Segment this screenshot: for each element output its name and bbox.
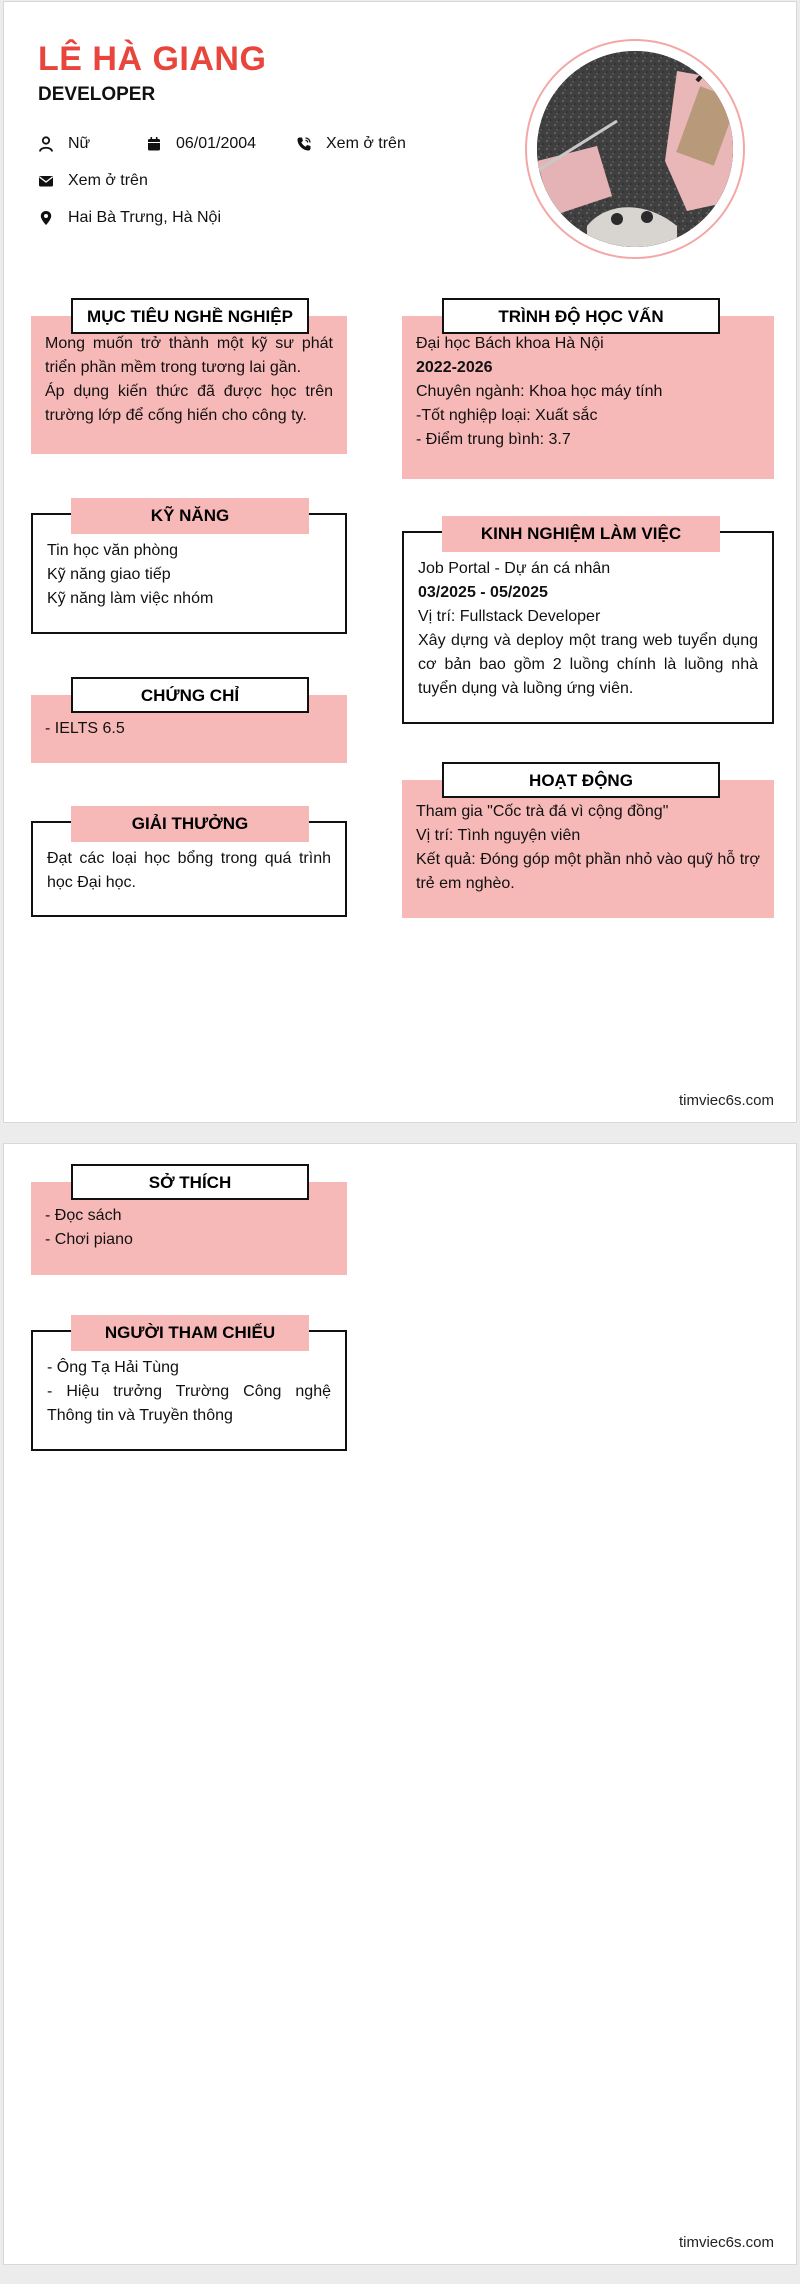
calendar-icon xyxy=(146,136,162,152)
cv-page-1 xyxy=(3,1,797,1123)
candidate-name: LÊ HÀ GIANG xyxy=(38,40,267,78)
dob-info xyxy=(146,135,256,153)
hobby-item: - Đọc sách xyxy=(45,1207,122,1224)
certificates-title: CHỨNG CHỈ xyxy=(71,677,309,713)
activities-event: Tham gia "Cốc trà đá vì cộng đồng" xyxy=(416,803,669,820)
hobby-item: - Chơi piano xyxy=(45,1231,133,1248)
section-awards xyxy=(31,806,347,917)
avatar xyxy=(537,51,733,247)
education-gpa: - Điểm trung bình: 3.7 xyxy=(416,431,571,448)
awards-text: Đạt các loại học bổng trong quá trình học Đại học. xyxy=(47,850,331,891)
experience-title: KINH NGHIỆM LÀM VIỆC xyxy=(442,516,720,552)
education-grade: -Tốt nghiệp loại: Xuất sắc xyxy=(416,407,598,424)
section-certificates xyxy=(31,677,347,763)
objective-title: MỤC TIÊU NGHỀ NGHIỆP xyxy=(71,298,309,334)
email-info xyxy=(38,172,148,190)
references-title: NGƯỜI THAM CHIẾU xyxy=(71,1315,309,1351)
candidate-role: DEVELOPER xyxy=(38,84,156,105)
experience-position: Vị trí: Fullstack Developer xyxy=(418,608,601,625)
objective-line-2: Áp dụng kiến thức đã được học trên trường lớp để cống hiến cho công ty. xyxy=(45,383,333,424)
certificate-item: - IELTS 6.5 xyxy=(45,720,125,737)
section-education xyxy=(402,298,774,479)
section-hobbies xyxy=(31,1164,347,1275)
skill-item: Kỹ năng làm việc nhóm xyxy=(47,590,214,607)
gender-value: Nữ xyxy=(68,135,91,152)
section-experience xyxy=(402,516,774,724)
education-body xyxy=(402,316,774,479)
address-value: Hai Bà Trưng, Hà Nội xyxy=(68,209,221,226)
hobbies-title: SỞ THÍCH xyxy=(71,1164,309,1200)
avatar-frame xyxy=(525,39,745,259)
skill-item: Tin học văn phòng xyxy=(47,542,179,559)
experience-body xyxy=(402,531,774,724)
section-references xyxy=(31,1315,347,1451)
phone-icon xyxy=(296,136,312,152)
activities-result: Kết quả: Đóng góp một phần nhỏ vào quỹ hỗ trợ trẻ em nghèo. xyxy=(416,851,760,892)
experience-description: Xây dựng và deploy một trang web tuyển dụng cơ bản bao gồm 2 luồng chính là luồng nhà tuyển dụng và luồng ứng viên. xyxy=(418,632,758,697)
activities-body xyxy=(402,780,774,918)
experience-period: 03/2025 - 05/2025 xyxy=(418,584,548,601)
footer-site: timviec6s.com xyxy=(678,1092,774,1109)
education-period: 2022-2026 xyxy=(416,359,493,376)
phone-info xyxy=(296,135,406,153)
objective-line-1: Mong muốn trở thành một kỹ sư phát triển phần mềm trong tương lai gần. xyxy=(45,335,333,376)
cv-page-2 xyxy=(3,1143,797,2265)
skill-item: Kỹ năng giao tiếp xyxy=(47,566,171,583)
activities-title: HOẠT ĐỘNG xyxy=(442,762,720,798)
footer-site: timviec6s.com xyxy=(678,2234,774,2251)
education-title: TRÌNH ĐỘ HỌC VẤN xyxy=(442,298,720,334)
user-icon xyxy=(38,136,54,152)
envelope-icon xyxy=(38,173,54,189)
activities-position: Vị trí: Tình nguyện viên xyxy=(416,827,581,844)
phone-value: Xem ở trên xyxy=(326,135,406,152)
address-info xyxy=(38,209,221,227)
education-school: Đại học Bách khoa Hà Nội xyxy=(416,335,604,352)
reference-name: - Ông Tạ Hải Tùng xyxy=(47,1359,179,1376)
dob-value: 06/01/2004 xyxy=(176,135,257,152)
objective-body xyxy=(31,316,347,454)
section-activities xyxy=(402,762,774,918)
email-value: Xem ở trên xyxy=(68,172,148,189)
skills-title: KỸ NĂNG xyxy=(71,498,309,534)
awards-title: GIẢI THƯỞNG xyxy=(71,806,309,842)
reference-detail: - Hiệu trưởng Trường Công nghệ Thông tin và Truyền thông xyxy=(47,1383,331,1424)
section-skills xyxy=(31,498,347,634)
gender-info xyxy=(38,135,90,153)
experience-project: Job Portal - Dự án cá nhân xyxy=(418,560,611,577)
location-pin-icon xyxy=(38,210,54,226)
education-major: Chuyên ngành: Khoa học máy tính xyxy=(416,383,663,400)
section-objective xyxy=(31,298,347,454)
